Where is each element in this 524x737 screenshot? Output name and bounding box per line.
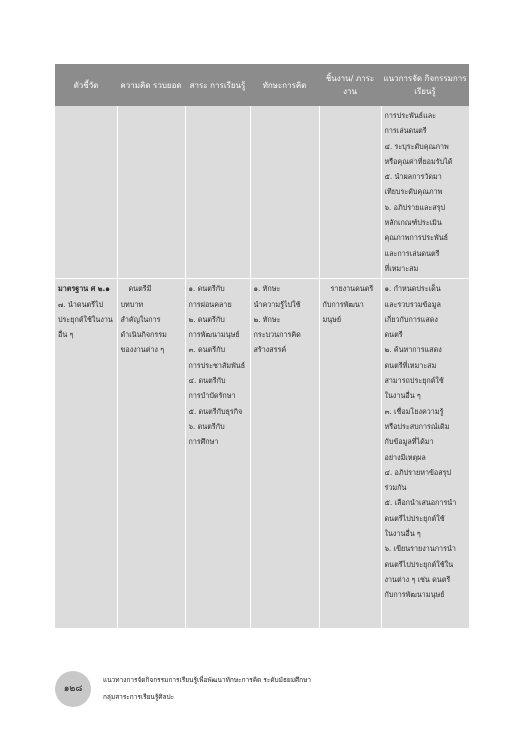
cell-text-line: ๔. ดนตรีกับ [188,376,226,386]
cell-text-line: ดนตรีไปประยุกต์ใช้ใน [384,559,454,569]
cell-indicator [55,279,117,629]
cell-text-line: อื่น ๆ [58,330,74,340]
cell-text-line: นำความรู้ไปใช้ [253,299,301,309]
header-task: ชิ้นงาน/ ภาระงาน [319,64,381,106]
table-row [55,279,469,629]
cell-text-line: ดนตรี [384,330,403,340]
footer-book-title: แนวทางการจัดกิจกรรมการเรียนรู้เพื่อพัฒนาทักษะการคิด ระดับมัธยมศึกษา [103,676,312,684]
cell-text-line: การเล่นดนตรี [384,126,427,136]
cell-text-line: ดนตรีมี [128,284,152,294]
cell-text-line: ๒. ค้นหาการแสดง [384,345,442,355]
cell-text-line: ๓. เชื่อมโยงความรู้ [384,406,444,416]
cell-text-line: อย่างมีเหตุผล [384,452,426,462]
cell-text-line: หรือคุณค่าที่ยอมรับได้ [384,156,453,166]
cell-text-line: บทบาท [120,299,144,309]
cell-text-line: ๗. นำดนตรีไป [58,299,104,309]
cell-text-line: กับการพัฒนามนุษย์ [384,590,445,600]
cell-text-line: ๕. นำผลการวัดมา [384,172,442,182]
header-indicator: ตัวชี้วัด [55,64,117,106]
cell-indicator [55,106,117,279]
cell-text-line: หรือประสบการณ์เดิม [384,421,450,431]
cell-text-line: ๒. ทักษะ [253,314,281,324]
cell-text-line: กับการพัฒนา [322,299,364,309]
cell-text-line: สำคัญในการ [120,314,161,324]
cell-text-line: การพัฒนามนุษย์ [188,330,240,340]
cell-text-line: ที่เหมาะสม [384,263,419,273]
cell-content [185,106,250,279]
cell-text-line: ดนตรีไปประยุกต์ใช้ [384,513,445,523]
cell-text-line: กระบวนการคิด [253,330,301,340]
cell-text-line: ๑. ทักษะ [253,284,281,294]
cell-text-line: การผ่อนคลาย [188,299,232,309]
footer-subject: กลุ่มสาระการเรียนรู้ศิลปะ [103,693,175,701]
cell-text-line: เกี่ยวกับการแสดง [384,314,438,324]
cell-text-line: ในงานอื่น ๆ [384,529,421,539]
cell-text-line: กับข้อมูลที่ได้มา [384,437,434,447]
cell-text-line: รายงานดนตรี [330,284,374,294]
cell-text-line: ๓. ดนตรีกับ [188,345,226,355]
cell-text-line: ๕. ดนตรีกับธุรกิจ [188,406,243,416]
cell-task [319,279,381,629]
cell-text-line: การประชาสัมพันธ์ [188,360,246,370]
cell-thinking-skill [250,106,319,279]
cell-text-line: หลักเกณฑ์ประเมิน [384,218,442,228]
cell-text-line: คุณภาพการประพันธ์ [384,233,449,243]
cell-thinking-skill [250,279,319,629]
cell-text-line: งานต่าง ๆ เช่น ดนตรี [384,574,451,584]
standard-title: มาตรฐาน ศ ๒.๑ [58,284,110,294]
cell-concept [117,279,185,629]
cell-text-line: ๑. กำหนดประเด็น [384,284,441,294]
cell-activity [381,106,469,279]
cell-text-line: สร้างสรรค์ [253,345,287,355]
cell-text-line: และรวบรวมข้อมูล [384,299,441,309]
cell-text-line: ๒. ดนตรีกับ [188,314,225,324]
cell-text-line: ดนตรีที่เหมาะสม [384,360,437,370]
cell-task [319,106,381,279]
cell-text-line: ๖. ดนตรีกับ [188,421,225,431]
table-row [55,106,469,279]
cell-text-line: ร่วมกัน [384,483,407,493]
curriculum-table [55,64,469,628]
cell-text-line: ๕. เลือกนำเสนอการนำ [384,498,457,508]
cell-concept [117,106,185,279]
cell-text-line: ของงานต่าง ๆ [120,345,165,355]
cell-text-line: เทียบระดับคุณภาพ [384,187,443,197]
cell-text-line: การประพันธ์และ [384,111,436,120]
cell-text-line: และการเล่นดนตรี [384,248,440,258]
cell-text-line: ๖. เขียนรายงานการนำ [384,544,456,554]
header-thinking-skill: ทักษะการคิด [250,64,319,106]
cell-text-line: ในงานอื่น ๆ [384,391,421,401]
cell-text-line: สามารถประยุกต์ใช้ [384,376,444,386]
cell-text-line: ๑. ดนตรีกับ [188,284,225,294]
cell-text-line: ๔. อภิปรายหาข้อสรุป [384,467,452,477]
cell-text-line: ๖. อภิปรายและสรุป [384,202,446,212]
header-concept: ความคิด รวบยอด [117,64,185,106]
cell-text-line: ประยุกต์ใช้ในงาน [58,314,113,324]
cell-activity [381,279,469,629]
cell-text-line: การศึกษา [188,437,219,447]
cell-text-line: ๔. ระบุระดับคุณภาพ [384,141,449,151]
header-activity: แนวการจัด กิจกรรมการเรียนรู้ [381,64,469,106]
cell-text-line: มนุษย์ [322,314,342,324]
page-number-badge: ๑๒๘ [55,671,91,707]
cell-content [185,279,250,629]
cell-text-line: การบำบัดรักษา [188,391,236,401]
header-content: สาระ การเรียนรู้ [185,64,250,106]
table-header-row [55,64,469,106]
cell-text-line: ดำเนินกิจกรรม [120,330,167,340]
